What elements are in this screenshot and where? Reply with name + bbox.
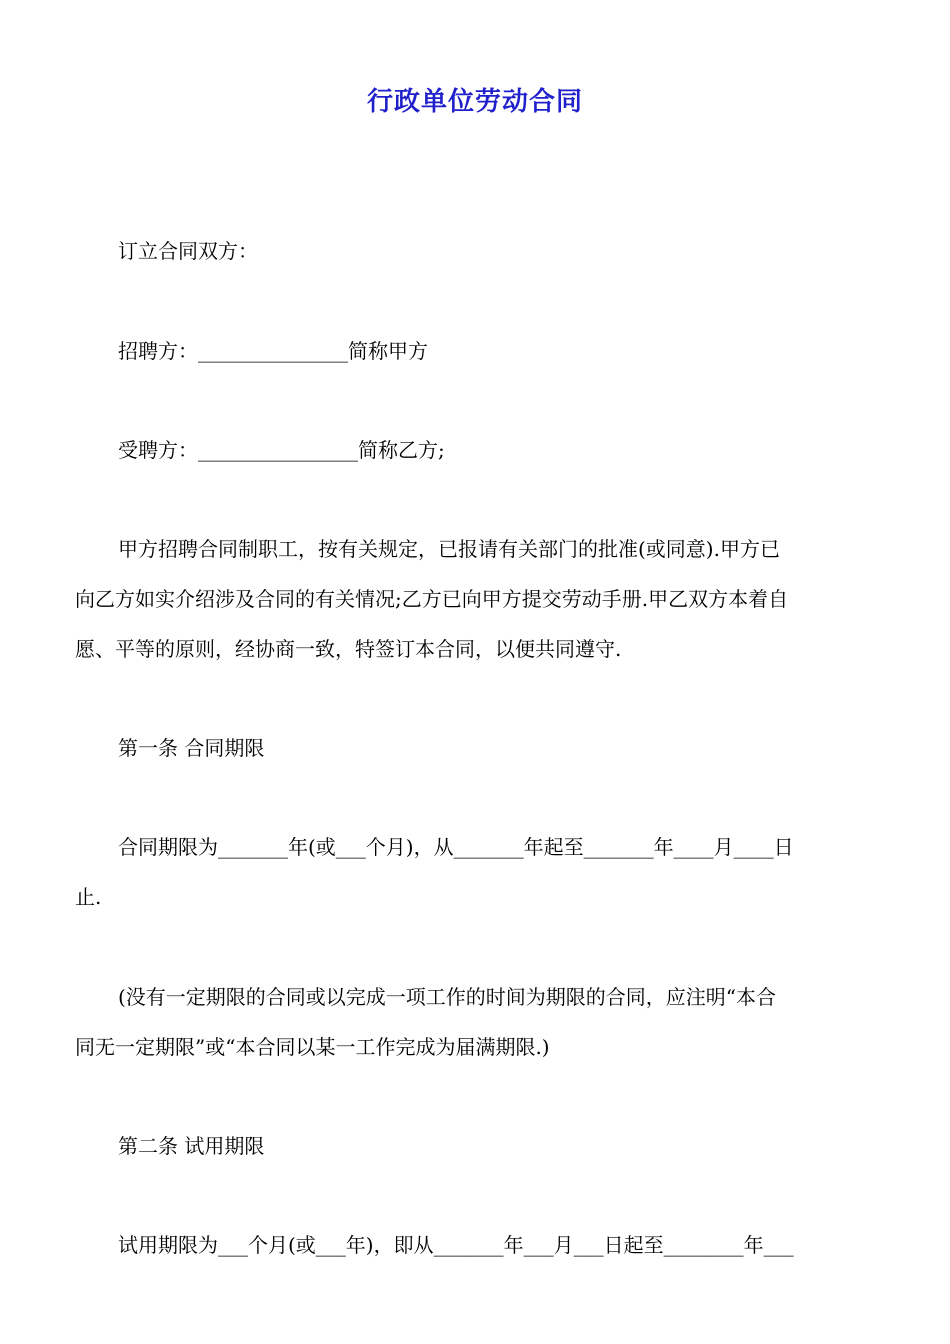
article2-body-line: 试用期限为___个月(或___年)，即从_______年___月___日起至________年___ <box>118 1233 794 1257</box>
employer-line: 招聘方：_______________简称甲方 <box>118 339 428 363</box>
employee-line: 受聘方：________________简称乙方; <box>118 438 445 462</box>
preamble-line: 甲方招聘合同制职工，按有关规定，已报请有关部门的批准(或同意).甲方已 <box>118 537 780 561</box>
article1-body-line: 止. <box>75 885 102 909</box>
preamble-paragraph <box>75 524 880 674</box>
document-title: 行政单位劳动合同 <box>366 87 583 117</box>
article1-heading: 第一条 合同期限 <box>118 736 265 760</box>
preamble-line: 向乙方如实介绍涉及合同的有关情况;乙方已向甲方提交劳动手册.甲乙双方本着自 <box>75 587 789 611</box>
article2-heading: 第二条 试用期限 <box>118 1134 265 1158</box>
article1-note <box>75 972 880 1072</box>
preamble-line: 愿、平等的原则，经协商一致，特签订本合同，以便共同遵守. <box>75 637 622 661</box>
article1-note-line: (没有一定期限的合同或以完成一项工作的时间为期限的合同，应注明“本合 <box>118 985 777 1009</box>
article1-note-line: 同无一定期限”或“本合同以某一工作完成为届满期限.) <box>75 1035 550 1059</box>
article1-body-line: 合同期限为_______年(或___个月)，从_______年起至_______年____月____日 <box>118 835 794 859</box>
parties-heading: 订立合同双方： <box>118 239 258 263</box>
article1-body <box>75 822 880 922</box>
